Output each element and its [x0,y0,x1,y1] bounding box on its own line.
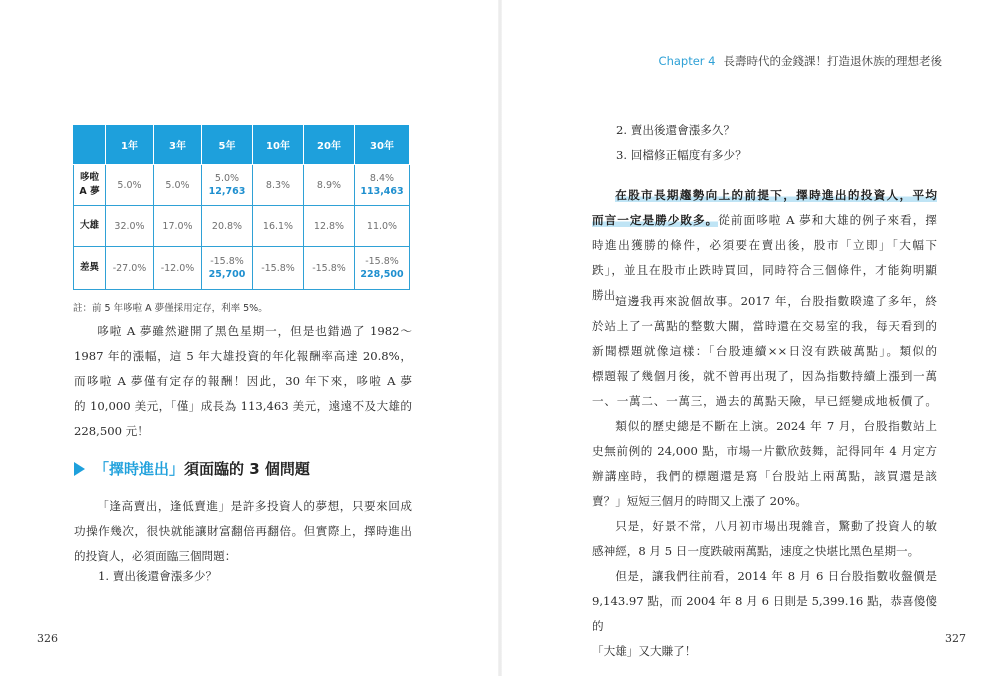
table-cell [106,247,154,290]
cell-pct: 32.0% [114,220,145,232]
text-line [592,208,937,233]
table-header-cell: 1年 [106,125,154,165]
text-line: 一、一萬二、一萬三，過去的萬點天險，早已經變成地板價了。 [592,394,937,408]
text-line [592,183,937,208]
text-span: 從前面哆啦 A 夢和大雄的例子來看，擇 [718,213,937,227]
text-line: 「大雄」又大賺了！ [592,644,697,658]
table-cell [202,247,253,290]
table-header-cell: 10年 [253,125,304,165]
table-cell [106,165,154,206]
text-line: 標題報了幾個月後，就不曾再出現了，因為指數持續上漲到一萬 [592,369,937,383]
table-cell [106,206,154,247]
cell-pct: 8.4% [369,173,395,184]
table-cell [253,165,304,206]
table-cell [154,247,202,290]
cell-amount: 12,763 [208,186,246,197]
text-line: 但是，讓我們往前看，2014 年 8 月 6 日台股指數收盤價是 [615,569,937,583]
cell-pct: 5.0% [117,179,142,191]
page-number-left: 326 [37,632,58,645]
text-line: 功操作幾次，很快就能讓財富翻倍再翻倍。但實際上，擇時進出 [74,524,412,538]
cell-amount: 113,463 [360,186,404,197]
cell-pct: 16.1% [262,220,294,232]
cell-pct: 20.8% [211,220,243,232]
triangle-bullet-icon [74,462,85,476]
text-line: 1987 年的漲幅，這 5 年大雄投資的年化報酬率高達 20.8%， [74,349,412,363]
table-cell [355,165,410,206]
text-line: 時進出獲勝的條件，必須要在賣出後，股市「立即」「大幅下 [592,238,937,252]
cell-pct: -27.0% [112,262,147,274]
text-line: 228,500 元！ [74,424,149,438]
running-header [659,53,942,69]
section-heading [74,458,310,479]
text-line: 而哆啦 A 夢僅有定存的報酬！因此，30 年下來，哆啦 A 夢 [74,374,412,388]
right-paragraphs [592,289,937,664]
cell-pct: -15.8% [261,262,295,274]
table-cell [154,206,202,247]
table-header-cell: 3年 [154,125,202,165]
comparison-table [73,124,410,290]
list-item: 2. 賣出後還會漲多久？ [616,123,736,137]
table-corner-cell [74,125,106,165]
section-heading-highlight: 「擇時進出」 [94,460,185,478]
row-label [74,165,106,206]
table-row-nobita [74,206,410,247]
text-line: 的投資人，必須面臨三個問題： [74,549,237,563]
table-cell [304,206,355,247]
cell-amount: 228,500 [360,269,404,280]
text-line: 類似的歷史總是不斷在上演。2024 年 7 月，台股指數站上 [615,419,937,433]
table-header-row [74,125,410,165]
table-header-cell: 30年 [355,125,410,165]
table-cell [154,165,202,206]
table-row-doraemon [74,165,410,206]
table-cell [355,206,410,247]
cell-pct: 8.9% [316,179,342,191]
row-label-line: 大雄 [79,220,99,231]
text-line: 新聞標題就像這樣：「台股連續××日沒有跌破萬點」。類似的 [592,344,937,358]
text-line: 賣？」短短三個月的時間又上漲了 20%。 [592,494,807,508]
emphasis-text: 而言一定是勝少敗多。 [592,213,719,227]
table-cell [253,247,304,290]
cell-pct: -15.8% [210,256,244,267]
text-line: 只是，好景不常，八月初市場出現雜音，驚動了投資人的敏 [615,519,937,533]
list-item: 1. 賣出後還會漲多少？ [98,569,218,583]
text-line: 「逢高賣出，逢低賣進」是許多投資人的夢想，只要來回成 [97,499,412,513]
list-item: 3. 回檔修正幅度有多少？ [616,148,747,162]
table-header-cell: 5年 [202,125,253,165]
cell-pct: 12.8% [313,220,345,232]
text-line: 於站上了一萬點的整數大關，當時還在交易室的我，每天看到的 [592,319,937,333]
table-row-difference [74,247,410,290]
cell-pct: 5.0% [165,179,190,191]
text-line: 辦講座時，我們的標題還是寫「台股站上兩萬點，該買還是該 [592,469,937,483]
chapter-label: Chapter 4 [658,54,716,68]
text-line: 跌」，並且在股市止跌時買回，同時符合三個條件，才能夠明顯 [592,263,937,277]
table-cell [253,206,304,247]
cell-amount: 25,700 [208,269,246,280]
left-paragraph [74,319,412,444]
section-heading-text: 須面臨的 3 個問題 [184,460,310,478]
cell-pct: 8.3% [265,179,291,191]
table-cell [355,247,410,290]
table-cell [304,247,355,290]
cell-pct: -12.0% [160,262,195,274]
row-label [74,247,106,290]
table-footnote: 註：前 5 年哆啦 A 夢僅採用定存，利率 5%。 [73,303,268,314]
table-cell [202,206,253,247]
text-line: 勝出。 [592,288,627,302]
row-label-line: 哆啦 [79,172,99,183]
page-number-right: 327 [945,632,966,645]
cell-pct: 5.0% [214,173,240,184]
table-cell [304,165,355,206]
row-label-line: 差異 [79,262,99,273]
text-line: 這邊我再來說個故事。2017 年，台股指數睽違了多年，終 [615,294,937,308]
cell-pct: -15.8% [312,262,346,274]
table-header-cell: 20年 [304,125,355,165]
text-line: 哆啦 A 夢雖然避開了黑色星期一，但是也錯過了 1982～ [97,324,412,338]
text-line: 感神經，8 月 5 日一度跌破兩萬點，速度之快堪比黑色星期一。 [592,544,920,558]
chapter-title: 長壽時代的金錢課！打造退休族的理想老後 [723,54,942,68]
row-label-line: A 夢 [79,186,100,197]
emphasis-text: 在股市長期趨勢向上的前提下，擇時進出的投資人，平均 [615,188,937,202]
cell-pct: -15.8% [365,256,399,267]
table-cell [202,165,253,206]
text-line: 的 10,000 美元，「僅」成長為 113,463 美元，遠遠不及大雄的 [74,399,412,413]
text-line: 9,143.97 點，而 2004 年 8 月 6 日則是 5,399.16 點，恭喜傻傻的 [592,594,937,633]
cell-pct: 11.0% [366,220,398,232]
cell-pct: 17.0% [162,220,193,232]
row-label [74,206,106,247]
text-line: 史無前例的 24,000 點，市場一片歡欣鼓舞，記得同年 4 月定方 [592,444,937,458]
left-paragraph-2 [74,494,412,569]
